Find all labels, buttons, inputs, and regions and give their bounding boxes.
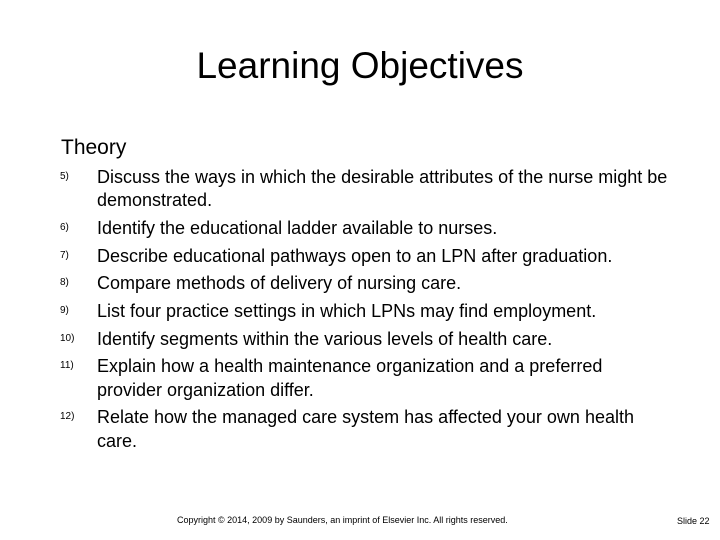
objective-item-10 — [60, 328, 670, 351]
slide-title: Learning Objectives — [196, 45, 524, 86]
objective-item-8 — [60, 272, 670, 295]
objective-number: 10) — [60, 332, 75, 344]
objective-item-9 — [60, 300, 670, 323]
objective-text: Explain how a health maintenance organization and a preferred provider organization differ. — [97, 356, 603, 400]
objective-number: 5) — [60, 171, 69, 182]
objective-item-7 — [60, 245, 670, 268]
objective-number: 12) — [60, 411, 75, 423]
objective-number: 11) — [60, 360, 74, 372]
objective-number: 7) — [60, 249, 69, 261]
objective-text: Relate how the managed care system has affected your own health care. — [97, 407, 634, 451]
copyright-footer: Copyright © 2014, 2009 by Saunders, an imprint of Elsevier Inc. All rights reserved. — [177, 515, 508, 525]
objectives-list — [60, 166, 670, 457]
objective-number: 6) — [60, 221, 69, 233]
objective-text: Identify the educational ladder available to nurses. — [97, 217, 498, 238]
objective-text: Identify segments within the various levels of health care. — [97, 328, 553, 349]
slide-number: Slide 22 — [677, 516, 710, 526]
objective-number: 9) — [60, 305, 69, 317]
objective-text: Discuss the ways in which the desirable attributes of the nurse might be demonstrated. — [97, 167, 668, 211]
objective-item-6 — [60, 217, 670, 240]
section-heading: Theory — [61, 136, 127, 159]
objective-text: Compare methods of delivery of nursing care. — [97, 273, 462, 294]
objective-text: Describe educational pathways open to an LPN after graduation. — [97, 245, 613, 266]
objective-item-11 — [60, 355, 670, 402]
objective-item-5 — [60, 166, 670, 213]
objective-text: List four practice settings in which LPNs may find employment. — [97, 301, 597, 322]
objective-number: 8) — [60, 277, 69, 289]
objective-item-12 — [60, 406, 670, 453]
